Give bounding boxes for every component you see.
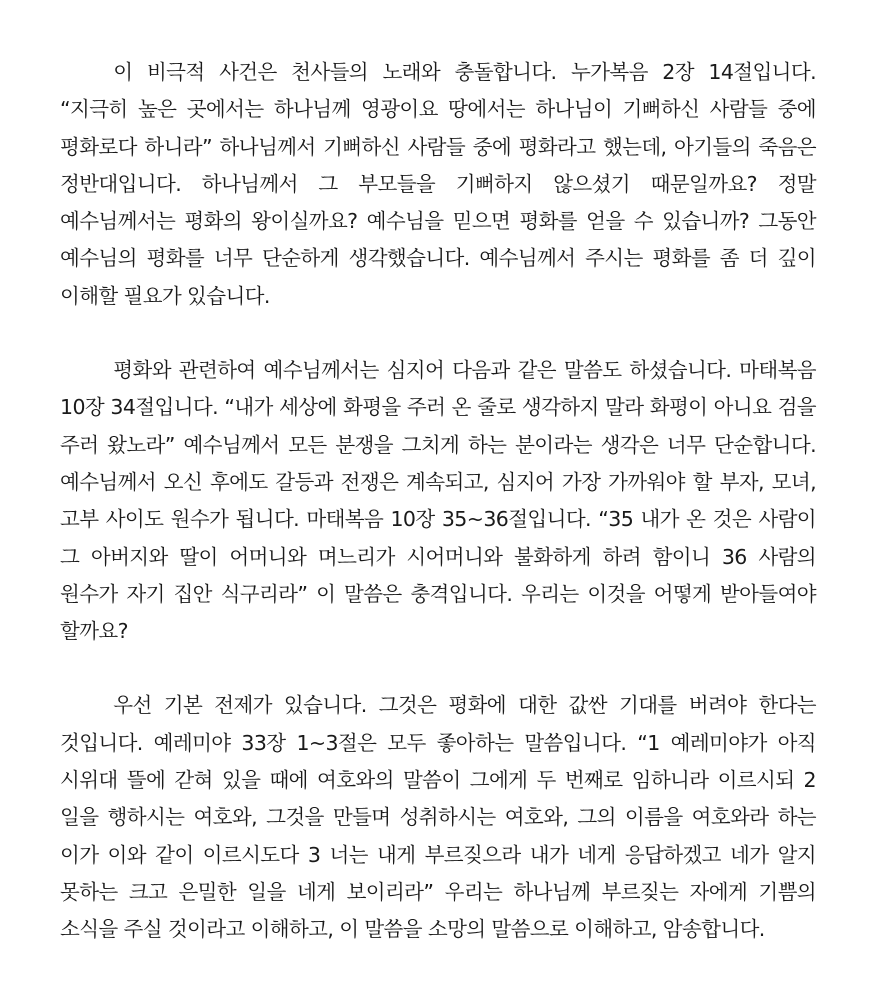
paragraph-2: 평화와 관련하여 예수님께서는 심지어 다음과 같은 말씀도 하셨습니다. 마태복음 10장 34절입니다. “내가 세상에 화평을 주러 온 줄로 생각하지 말라 화평이 아니요 검을 주러 왔노라” 예수님께서 모든 분쟁을 그치게 하는 분이라는 생각은 너무 단순합니다. 예수님께서 오신 후에도 갈등과 전쟁은 계속되고, 심지어 가장 가까워야 할 부자, 모녀, 고부 사이도 원수가 됩니다. 마태복음 10장 35~36절입니다. “35 내가 온 것은 사람이 그 아버지와 딸이 어머니와 며느리가 시어머니와 불화하게 하려 함이니 36 사람의 원수가 자기 집안 식구리라” 이 말씀은 충격입니다. 우리는 이것을 어떻게 받아들여야 할까요? [60,358,816,644]
paragraph-1: 이 비극적 사건은 천사들의 노래와 충돌합니다. 누가복음 2장 14절입니다. “지극히 높은 곳에서는 하나님께 영광이요 땅에서는 하나님이 기뻐하신 사람들 중에 평화로다 하니라” 하나님께서 기뻐하신 사람들 중에 평화라고 했는데, 아기들의 죽음은 정반대입니다. 하나님께서 그 부모들을 기뻐하지 않으셨기 때문일까요? 정말 예수님께서는 평화의 왕이실까요? 예수님을 믿으면 평화를 얻을 수 있습니까? 그동안 예수님의 평화를 너무 단순하게 생각했습니다. 예수님께서 주시는 평화를 좀 더 깊이 이해할 필요가 있습니다. [60,60,816,308]
paragraph-3: 우선 기본 전제가 있습니다. 그것은 평화에 대한 값싼 기대를 버려야 한다는 것입니다. 예레미야 33장 1~3절은 모두 좋아하는 말씀입니다. “1 예레미야가 아직 시위대 뜰에 갇혀 있을 때에 여호와의 말씀이 그에게 두 번째로 임하니라 이르시되 2 일을 행하시는 여호와, 그것을 만들며 성취하시는 여호와, 그의 이름을 여호와라 하는 이가 이와 같이 이르시도다 3 너는 내게 부르짖으라 내가 네게 응답하겠고 네가 알지 못하는 크고 은밀한 일을 네게 보이리라” 우리는 하나님께 부르짖는 자에게 기쁨의 소식을 주실 것이라고 이해하고, 이 말씀을 소망의 말씀으로 이해하고, 암송합니다. [60,693,816,942]
